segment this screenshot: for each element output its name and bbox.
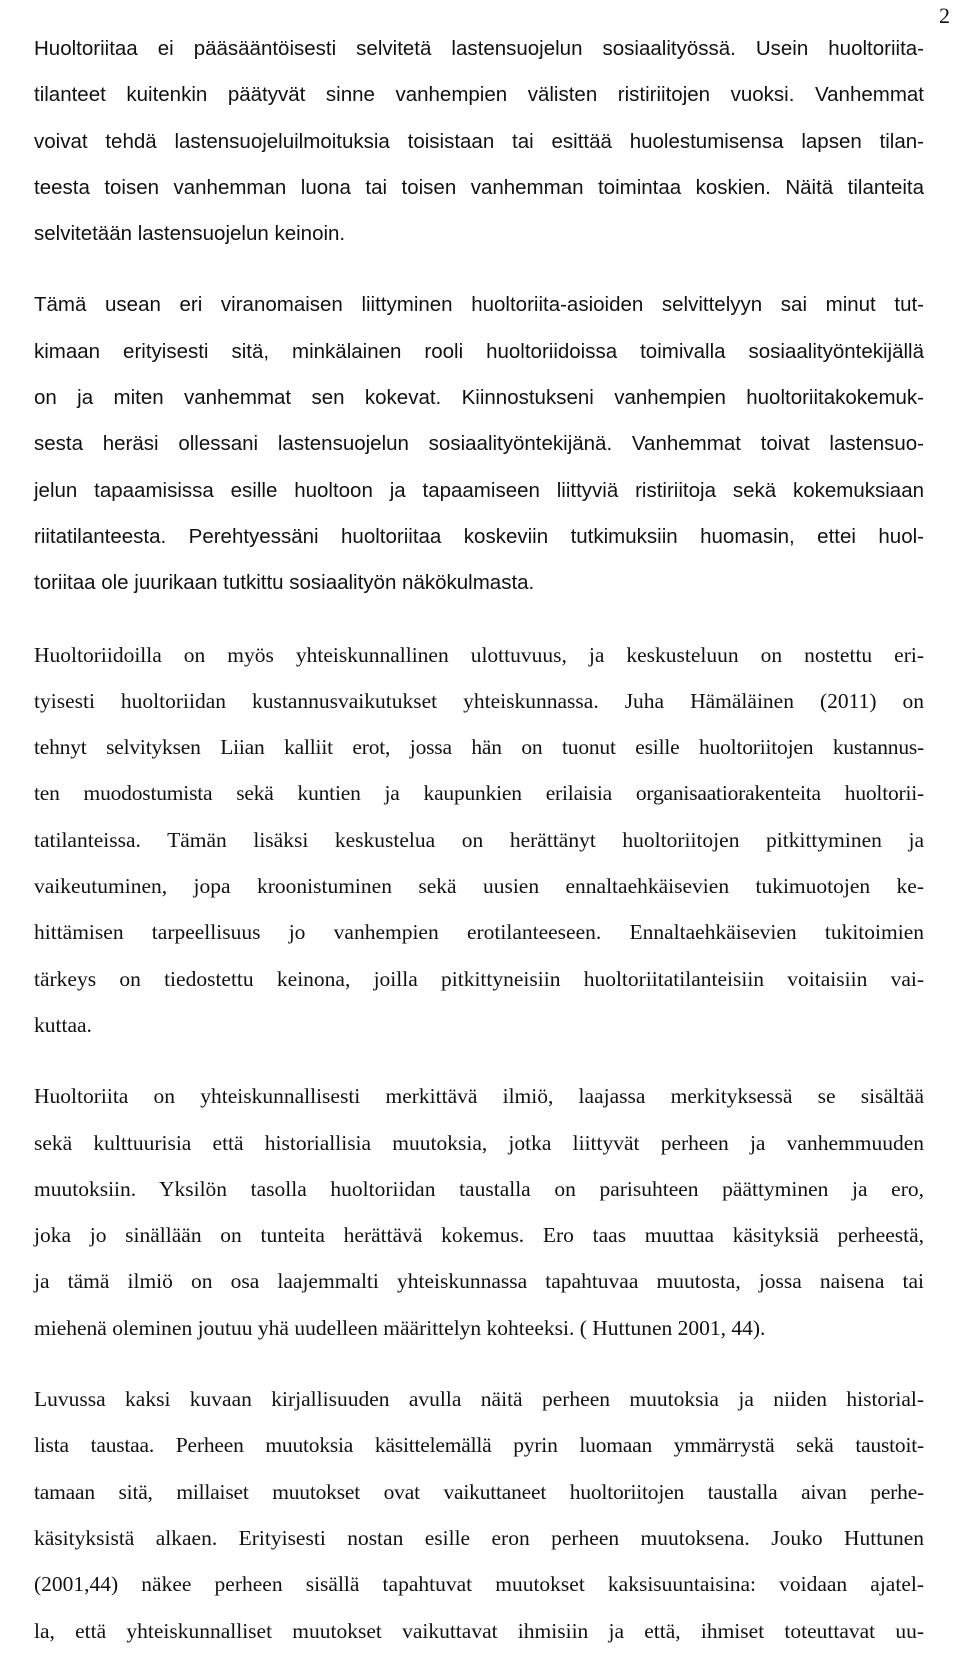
page-number: 2 [939, 3, 950, 28]
paragraph-5 [34, 1376, 924, 1654]
text-line: sekä kulttuurisia että historiallisia muutoksia, jotka liittyvät perheen ja vanhemmuuden [34, 1130, 924, 1155]
text-line: lista taustaa. Perheen muutoksia käsittelemällä pyrin luomaan ymmärrystä sekä taustoit- [34, 1433, 924, 1458]
text-line: vaikeutuminen, jopa kroonistuminen sekä uusien ennaltaehkäisevien tukimuotojen ke- [34, 874, 924, 899]
text-line: ja tämä ilmiö on osa laajemmalti yhteiskunnassa tapahtuvaa muutosta, jossa naisena tai [34, 1269, 924, 1294]
paragraph-3 [34, 632, 924, 1049]
text-line: miehenä oleminen joutuu yhä uudelleen määrittelyn kohteeksi. ( Huttunen 2001, 44). [34, 1315, 766, 1340]
text-line: kuttaa. [34, 1012, 92, 1037]
text-line: riitatilanteesta. Perehtyessäni huoltoriitaa koskeviin tutkimuksiin huomasin, ettei huol- [34, 524, 924, 548]
text-line: käsityksistä alkaen. Erityisesti nostan esille eron perheen muutoksena. Jouko Huttunen [34, 1525, 924, 1550]
text-line: teesta toisen vanhemman luona tai toisen vanhemman toimintaa koskien. Näitä tilanteita [34, 175, 924, 199]
text-line: toriitaa ole juurikaan tutkittu sosiaalityön näkökulmasta. [34, 571, 535, 595]
paragraph-4 [34, 1073, 924, 1351]
text-line: sesta heräsi ollessani lastensuojelun sosiaalityöntekijänä. Vanhemmat toivat lastensuo- [34, 432, 924, 456]
text-line: (2001,44) näkee perheen sisällä tapahtuvat muutokset kaksisuuntaisina: voidaan ajatel- [34, 1572, 924, 1597]
text-line: tärkeys on tiedostettu keinona, joilla pitkittyneisiin huoltoriitatilanteisiin voitaisiin vai- [34, 966, 924, 991]
text-line: Tämä usean eri viranomaisen liittyminen huoltoriita-asioiden selvittelyyn sai minut tut- [34, 293, 924, 317]
text-line: voivat tehdä lastensuojeluilmoituksia toisistaan tai esittää huolestumisensa lapsen tilan- [34, 129, 924, 153]
text-line: Luvussa kaksi kuvaan kirjallisuuden avulla näitä perheen muutoksia ja niiden historial- [34, 1387, 924, 1412]
text-line: ten muodostumista sekä kuntien ja kaupunkien erilaisia organisaatiorakenteita huoltorii- [34, 781, 924, 806]
text-line: muutoksiin. Yksilön tasolla huoltoriidan taustalla on parisuhteen päättyminen ja ero, [34, 1176, 924, 1201]
text-line: tyisesti huoltoriidan kustannusvaikutukset yhteiskunnassa. Juha Hämäläinen (2011) on [34, 688, 924, 713]
text-line: tilanteet kuitenkin päätyvät sinne vanhempien välisten ristiriitojen vuoksi. Vanhemmat [34, 83, 924, 107]
text-line: joka jo sinällään on tunteita herättävä kokemus. Ero taas muuttaa käsityksiä perheestä, [34, 1223, 924, 1248]
document-body [34, 26, 924, 1654]
paragraph-2 [34, 282, 924, 606]
text-line: Huoltoriitaa ei pääsääntöisesti selvitetä lastensuojelun sosiaalityössä. Usein huoltoriita- [34, 37, 924, 60]
text-line: kimaan erityisesti sitä, minkälainen rooli huoltoriidoissa toimivalla sosiaalityöntekijällä [34, 339, 924, 363]
paragraph-1 [34, 26, 924, 257]
text-line: on ja miten vanhemmat sen kokevat. Kiinnostukseni vanhempien huoltoriitakokemuk- [34, 386, 924, 410]
text-line: hittämisen tarpeellisuus jo vanhempien erotilanteeseen. Ennaltaehkäisevien tukitoimien [34, 920, 924, 945]
text-line: selvitetään lastensuojelun keinoin. [34, 222, 346, 246]
text-line: tatilanteissa. Tämän lisäksi keskustelua on herättänyt huoltoriitojen pitkittyminen ja [34, 827, 924, 852]
text-line: jelun tapaamisissa esille huoltoon ja tapaamiseen liittyviä ristiriitoja sekä kokemuksiaan [34, 478, 924, 502]
text-line: Huoltoriidoilla on myös yhteiskunnallinen ulottuvuus, ja keskusteluun on nostettu eri- [34, 642, 924, 667]
text-line: la, että yhteiskunnalliset muutokset vaikuttavat ihmisiin ja että, ihmiset toteuttavat uu- [34, 1618, 924, 1643]
text-line: tehnyt selvityksen Liian kalliit erot, jossa hän on tuonut esille huoltoriitojen kustannus- [34, 735, 924, 760]
text-line: Huoltoriita on yhteiskunnallisesti merkittävä ilmiö, laajassa merkityksessä se sisältää [34, 1084, 924, 1109]
text-line: tamaan sitä, millaiset muutokset ovat vaikuttaneet huoltoriitojen taustalla aivan perhe- [34, 1479, 924, 1504]
